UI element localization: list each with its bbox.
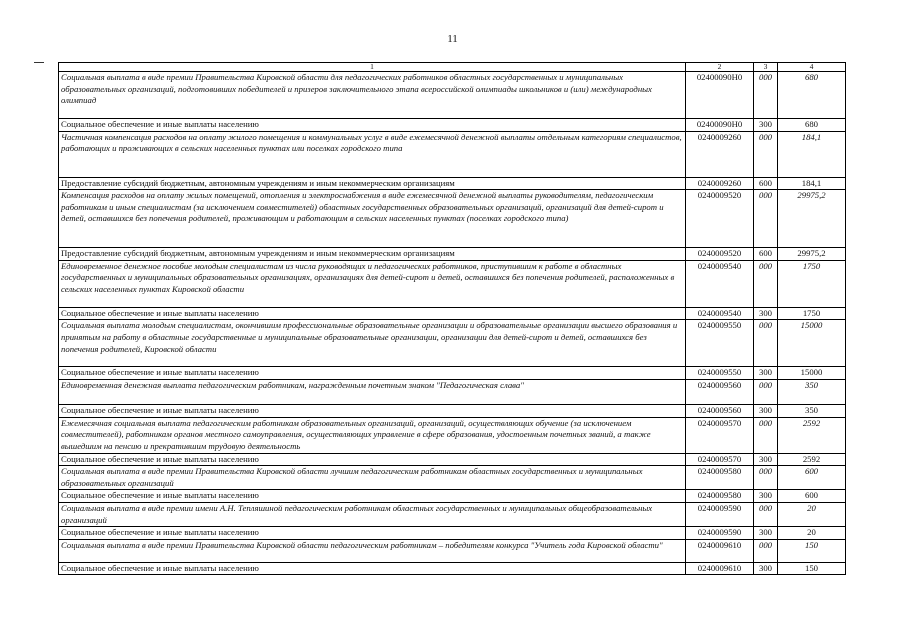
row-expense-type: 000 xyxy=(754,72,778,119)
table-row xyxy=(59,466,846,490)
row-expense-type: 000 xyxy=(754,190,778,248)
row-expense-type: 600 xyxy=(754,177,778,190)
row-amount: 20 xyxy=(778,527,846,540)
row-description: Ежемесячная социальная выплата педагогическим работникам образовательных организаций, организаций, осуществляющих обучение (за исключением совместителей), работникам органов местного самоуправления, осуществляющих управление в сфере образования, удостоенным почетных званий, а также вышедшим на пенсию и прекратившим трудовую деятельность xyxy=(59,417,686,453)
row-expense-type: 300 xyxy=(754,307,778,320)
row-expense-type: 000 xyxy=(754,466,778,490)
row-target-code: 0240009570 xyxy=(686,417,754,453)
table-row xyxy=(59,539,846,562)
table-row xyxy=(59,190,846,248)
row-description: Социальная выплата в виде премии Правительства Кировской области для педагогических работников областных государственных и муниципальных образовательных организаций, подготовивших победителей и призеров заключительного этапа всероссийской олимпиады школьников и (или) международных олимпиад xyxy=(59,72,686,119)
table-row xyxy=(59,527,846,540)
row-expense-type: 000 xyxy=(754,539,778,562)
row-expense-type: 000 xyxy=(754,131,778,177)
row-amount: 350 xyxy=(778,404,846,417)
row-amount: 350 xyxy=(778,379,846,404)
row-amount: 29975,2 xyxy=(778,248,846,261)
row-description: Компенсация расходов на оплату жилых помещений, отопления и электроснабжения в виде ежемесячной денежной выплаты руководителям, педагогическим работникам и иным специалистам (за исключением совместителей) областных государственных образовательных организаций, организаций для детей-сирот и детей, оставшихся без попечения родителей, проживающим и работающим в сельских населенных пунктах (поселках городского типа) xyxy=(59,190,686,248)
row-target-code: 0240009560 xyxy=(686,379,754,404)
header-row xyxy=(59,63,846,72)
row-target-code: 0240009560 xyxy=(686,404,754,417)
row-amount: 184,1 xyxy=(778,177,846,190)
row-amount: 1750 xyxy=(778,307,846,320)
row-target-code: 0240009610 xyxy=(686,562,754,575)
row-description: Социальное обеспечение и иные выплаты населению xyxy=(59,453,686,466)
row-expense-type: 000 xyxy=(754,260,778,307)
row-description: Предоставление субсидий бюджетным, автономным учреждениям и иным некоммерческим организациям xyxy=(59,248,686,261)
table-row xyxy=(59,307,846,320)
row-description: Социальное обеспечение и иные выплаты населению xyxy=(59,562,686,575)
table-row xyxy=(59,490,846,503)
row-amount: 1750 xyxy=(778,260,846,307)
row-amount: 150 xyxy=(778,562,846,575)
row-expense-type: 300 xyxy=(754,453,778,466)
row-amount: 29975,2 xyxy=(778,190,846,248)
row-description: Социальная выплата в виде премии имени А.Н. Тепляшиной педагогическим работникам областных государственных и муниципальных общеобразовательных организаций xyxy=(59,502,686,526)
page-number: 11 xyxy=(447,33,458,45)
table-row xyxy=(59,417,846,453)
row-description: Социальная выплата в виде премии Правительства Кировской области педагогическим работникам – победителям конкурса "Учитель года Кировской области" xyxy=(59,539,686,562)
row-amount: 15000 xyxy=(778,320,846,367)
row-amount: 680 xyxy=(778,72,846,119)
row-description: Единовременная денежная выплата педагогическим работникам, награжденным почетным знаком "Педагогическая слава" xyxy=(59,379,686,404)
row-target-code: 02400090Н0 xyxy=(686,119,754,132)
row-description: Частичная компенсация расходов на оплату жилого помещения и коммунальных услуг в виде ежемесячной денежной выплаты отдельным категориям специалистов, работающих и проживающих в сельских населенных пунктах или поселках городского типа xyxy=(59,131,686,177)
row-description: Социальное обеспечение и иные выплаты населению xyxy=(59,367,686,380)
row-expense-type: 000 xyxy=(754,379,778,404)
budget-table xyxy=(58,62,846,575)
table-row xyxy=(59,453,846,466)
row-expense-type: 300 xyxy=(754,562,778,575)
row-expense-type: 000 xyxy=(754,320,778,367)
header-col-1: 1 xyxy=(59,63,686,72)
row-description: Социальная выплата в виде премии Правительства Кировской области лучшим педагогическим работникам областных государственных и муниципальных образовательных организаций xyxy=(59,466,686,490)
row-target-code: 0240009260 xyxy=(686,177,754,190)
row-target-code: 0240009580 xyxy=(686,490,754,503)
row-expense-type: 000 xyxy=(754,502,778,526)
table-row xyxy=(59,177,846,190)
row-target-code: 0240009590 xyxy=(686,527,754,540)
table-row xyxy=(59,131,846,177)
table-row xyxy=(59,119,846,132)
header-col-2: 2 xyxy=(686,63,754,72)
table-row xyxy=(59,562,846,575)
table-row xyxy=(59,367,846,380)
table-row xyxy=(59,404,846,417)
table-row xyxy=(59,502,846,526)
row-amount: 600 xyxy=(778,466,846,490)
row-description: Социальная выплата молодым специалистам, окончившим профессиональные образовательные организации и образовательные организации высшего образования и принятым на работу в областные государственные и муниципальные образовательные организации, организации для детей-сирот и детей, оставшихся без попечения родителей, Кировской области xyxy=(59,320,686,367)
row-amount: 2592 xyxy=(778,417,846,453)
row-description: Социальное обеспечение и иные выплаты населению xyxy=(59,307,686,320)
header-col-4: 4 xyxy=(778,63,846,72)
row-target-code: 0240009540 xyxy=(686,307,754,320)
row-target-code: 02400090Н0 xyxy=(686,72,754,119)
row-amount: 680 xyxy=(778,119,846,132)
table-row xyxy=(59,72,846,119)
row-description: Социальное обеспечение и иные выплаты населению xyxy=(59,119,686,132)
row-target-code: 0240009550 xyxy=(686,367,754,380)
table-row xyxy=(59,260,846,307)
row-target-code: 0240009260 xyxy=(686,131,754,177)
row-description: Социальное обеспечение и иные выплаты населению xyxy=(59,404,686,417)
row-target-code: 0240009520 xyxy=(686,190,754,248)
row-expense-type: 000 xyxy=(754,417,778,453)
row-amount: 15000 xyxy=(778,367,846,380)
row-target-code: 0240009520 xyxy=(686,248,754,261)
row-target-code: 0240009570 xyxy=(686,453,754,466)
row-expense-type: 300 xyxy=(754,490,778,503)
row-amount: 2592 xyxy=(778,453,846,466)
row-description: Социальное обеспечение и иные выплаты населению xyxy=(59,490,686,503)
row-amount: 150 xyxy=(778,539,846,562)
table-row xyxy=(59,379,846,404)
row-expense-type: 300 xyxy=(754,404,778,417)
margin-mark xyxy=(34,62,44,63)
row-amount: 20 xyxy=(778,502,846,526)
table-row xyxy=(59,320,846,367)
row-target-code: 0240009540 xyxy=(686,260,754,307)
row-description: Предоставление субсидий бюджетным, автономным учреждениям и иным некоммерческим организациям xyxy=(59,177,686,190)
row-expense-type: 300 xyxy=(754,367,778,380)
row-amount: 600 xyxy=(778,490,846,503)
row-description: Единовременное денежное пособие молодым специалистам из числа руководящих и педагогических работников, приступившим к работе в областных государственных и муниципальных образовательных организациях, организациях для детей-сирот и детей, оставшихся без попечения родителей, расположенных в сельских населенных пунктах Кировской области xyxy=(59,260,686,307)
row-expense-type: 300 xyxy=(754,527,778,540)
row-target-code: 0240009580 xyxy=(686,466,754,490)
row-description: Социальное обеспечение и иные выплаты населению xyxy=(59,527,686,540)
row-target-code: 0240009590 xyxy=(686,502,754,526)
row-target-code: 0240009610 xyxy=(686,539,754,562)
row-expense-type: 300 xyxy=(754,119,778,132)
row-target-code: 0240009550 xyxy=(686,320,754,367)
row-amount: 184,1 xyxy=(778,131,846,177)
table-row xyxy=(59,248,846,261)
table-body xyxy=(59,72,846,575)
row-expense-type: 600 xyxy=(754,248,778,261)
header-col-3: 3 xyxy=(754,63,778,72)
